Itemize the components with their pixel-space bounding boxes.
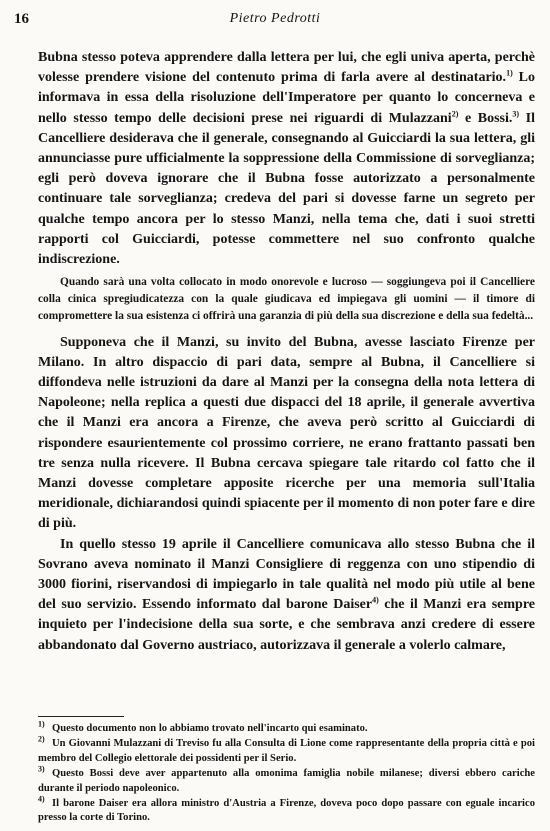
footnote xyxy=(38,734,535,767)
paragraph-text: In quello stesso 19 aprile il Cancelliere comunicava allo stesso Bubna che il Sovrano aveva nominato il Manzi Consigliere di reggenza con uno stipendio di 3000 fiorini, riservandosi di impiegarlo in tale qualità nel modo più utile al bene del suo servizio. Essendo informato dal barone Daiser xyxy=(38,536,535,613)
footnote-ref: 1) xyxy=(506,68,513,78)
footnote-number: 3) xyxy=(38,764,45,774)
footnote-text: Il barone Daiser era allora ministro d'Austria a Firenze, doveva poco dopo passare con eguale incarico presso la corte di Torino. xyxy=(38,797,535,824)
paragraph: Supponeva che il Manzi, su invito del Bubna, avesse lasciato Firenze per Milano. In altro dispaccio di pari data, sempre al Bubna, il Cancelliere si diffondeva nelle istruzioni da dare al Manzi per la consegna della nota lettera di Napoleone; nella replica a questi due dispacci del 18 aprile, il generale avvertiva che il Manzi era ancora a Firenze, che aveva però scritto al Guicciardi di rispondere esaurientemente col prossimo corriere, ne erano frattanto passati ben tre senza nulla ricevere. Il Bubna cercava spiegare tale ritardo col fatto che il Manzi dovesse completare apposite ricerche per una memoria sull'Italia meridionale, dichiarandosi quindi spiacente per il momento di non poter fare e dire di più. xyxy=(38,334,535,532)
paragraph-text: che il Manzi era sempre inquieto per l'indecisione della sua sorte, e che sembrava anzi credere di essere abbandonato dal Governo austriaco, autorizzava il generale a volerlo calmare, xyxy=(38,597,535,653)
page-header xyxy=(14,11,536,31)
body-text xyxy=(38,48,535,656)
block-quote: Quando sarà una volta collocato in modo onorevole e lucroso — soggiungeva poi il Cancelliere colla cinica spregiudicatezza con la quale giudicava ed impiegava gli uomini — il timore di compromettere la sua esistenza ci offrirà una garanzia di più della sua discrezione e della sua fedeltà... xyxy=(38,276,535,322)
running-title: Pietro Pedrotti xyxy=(229,11,321,26)
footnote-number: 2) xyxy=(38,734,45,744)
page-number: 16 xyxy=(14,11,29,27)
footnote xyxy=(38,794,535,827)
paragraph-text: Bubna stesso poteva apprendere dalla lettera per lui, che egli univa aperta, perchè volesse prendere visione del contenuto prima di farla avere al destinatario. xyxy=(38,50,535,86)
footnote-number: 4) xyxy=(38,794,45,803)
footnote xyxy=(38,719,535,737)
paragraph xyxy=(38,535,535,656)
footnote-ref: 4) xyxy=(372,595,379,605)
paragraph-text: Il Cancelliere desiderava che il generale, consegnando al Guicciardi la sua lettera, gli annunciasse pure ufficialmente la soppressione della Commissione di sorveglianza; egli però doveva ignorare che il Bubna fosse autorizzato a personalmente continuare tale sorveglianza; credeva del pari si dovesse farne un segreto per qualche tempo ancora per lo stesso Manzi, nella tema che, dati i suoi stretti rapporti col Guicciardi, potesse commettere nel suo confronto qualche indiscrezione. xyxy=(38,110,535,268)
footnote-separator xyxy=(38,716,124,717)
footnote-ref: 2) xyxy=(451,108,459,118)
footnote-text: Questo documento non lo abbiamo trovato nell'incarto qui esaminato. xyxy=(52,723,368,734)
paragraph-text: Lo informava in essa della risoluzione dell'Imperatore per quanto lo concerneva e nello stesso tempo delle decisioni prese nei riguardi di Mulazzani xyxy=(38,70,536,126)
footnote-text: Questo Bossi deve aver appartenuto alla omonima famiglia nobile milanese; diversi ebbero cariche durante il periodo napoleonico. xyxy=(38,767,535,794)
paragraph-text: e Bossi. xyxy=(458,110,513,126)
paragraph xyxy=(38,48,535,270)
footnote xyxy=(38,764,535,797)
footnote-number: 1) xyxy=(38,719,45,729)
footnote-text: Un Giovanni Mulazzani di Treviso fu alla Consulta di Lione come rappresentante della propria città e poi membro del Collegio elettorale dei possidenti per il Serio. xyxy=(38,737,535,764)
footnote-ref: 3) xyxy=(512,108,520,118)
footnotes xyxy=(38,719,535,826)
